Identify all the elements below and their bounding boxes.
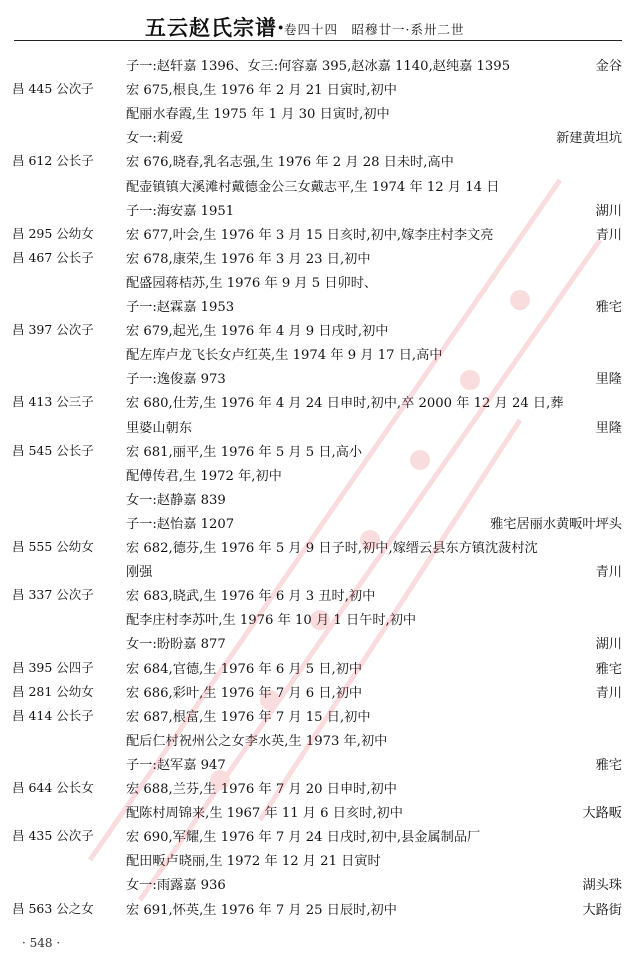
entry-line [0, 751, 635, 775]
entry-text: 配田畈卢晓丽,生 1972 年 12 月 21 日寅时 [126, 854, 381, 870]
residence-place: 湖头珠 [582, 878, 622, 894]
entry-line [0, 317, 635, 341]
entry-text: 子一:赵怡嘉 1207 [126, 516, 235, 532]
entry-line [0, 630, 635, 654]
residence-place: 湖川 [595, 637, 622, 653]
lineage-ref: 昌 435 公次子 [12, 828, 94, 844]
entry-line [0, 197, 635, 221]
entry-text: 配壶镇镇大溪滩村戴德金公三女戴志平,生 1974 年 12 月 14 日 [126, 179, 500, 195]
residence-place: 雅宅 [595, 661, 622, 677]
entry-text: 宏 686,彩叶,生 1976 年 7 月 6 日,初中 [126, 685, 363, 701]
entry-text: 宏 684,官德,生 1976 年 6 月 5 日,初中 [126, 661, 363, 677]
lineage-ref: 昌 467 公长子 [12, 249, 94, 265]
entry-line [0, 534, 635, 558]
residence-place: 里隆 [595, 420, 622, 436]
entry-text: 刚强 [126, 565, 153, 581]
entry-text: 宏 680,仕芳,生 1976 年 4 月 24 日申时,初中,卒 2000 年 12 月 24 日,葬 [126, 396, 564, 412]
entry-line [0, 245, 635, 269]
entry-text: 宏 691,怀英,生 1976 年 7 月 25 日辰时,初中 [126, 902, 397, 918]
entry-line [0, 148, 635, 172]
entry-line [0, 606, 635, 630]
entry-text: 宏 688,兰芬,生 1976 年 7 月 20 日申时,初中 [126, 782, 397, 797]
entry-text: 宏 683,晓武,生 1976 年 6 月 3 丑时,初中 [126, 589, 376, 605]
residence-place: 青川 [595, 565, 622, 581]
entry-text: 女一:莉爱 [126, 131, 184, 147]
lineage-ref: 昌 295 公幼女 [12, 225, 94, 241]
entry-line [0, 100, 635, 124]
entry-text: 配李庄村李苏叶,生 1976 年 10 月 1 日午时,初中 [126, 613, 417, 629]
entry-line [0, 486, 635, 510]
residence-place: 雅宅居丽水黄畈叶坪头 [490, 516, 622, 532]
entry-line [0, 727, 635, 751]
entry-text: 子一:赵霖嘉 1953 [126, 300, 235, 315]
residence-place: 雅宅 [595, 757, 622, 773]
entry-text: 宏 682,德芬,生 1976 年 5 月 9 日子时,初中,嫁缙云县东方镇沈菠村沈 [126, 541, 538, 556]
entry-line [0, 414, 635, 438]
entry-line [0, 823, 635, 847]
entry-line [0, 847, 635, 871]
entry-line [0, 438, 635, 462]
entry-text: 宏 681,丽平,生 1976 年 5 月 5 日,高小 [126, 444, 363, 460]
lineage-ref: 昌 395 公四子 [12, 659, 94, 675]
entry-text: 女一:雨露嘉 936 [126, 878, 226, 894]
entry-text: 配傅传君,生 1972 年,初中 [126, 468, 282, 484]
entry-line [0, 775, 635, 799]
residence-place: 青川 [595, 227, 622, 243]
entry-line [0, 679, 635, 703]
entry-text: 配丽水春霞,生 1975 年 1 月 30 日寅时,初中 [126, 107, 390, 123]
entry-line [0, 124, 635, 148]
entry-line [0, 76, 635, 100]
entry-line [0, 799, 635, 823]
entry-line [0, 389, 635, 413]
lineage-ref: 昌 563 公之女 [12, 900, 94, 916]
lineage-ref: 昌 612 公长子 [12, 153, 94, 169]
lineage-ref: 昌 397 公次子 [12, 322, 94, 338]
entry-text: 子一:赵轩嘉 1396、女三:何容嘉 395,赵冰嘉 1140,赵纯嘉 1395 [126, 59, 511, 74]
residence-place: 里隆 [595, 372, 622, 388]
page-header [14, 6, 622, 41]
entry-line [0, 703, 635, 727]
entry-line [0, 269, 635, 293]
entry-line [0, 896, 635, 920]
entry-text: 宏 678,康荣,生 1976 年 3 月 23 日,初中 [126, 251, 371, 267]
volume-subtitle: 卷四十四 昭穆廿一·系卅二世 [284, 22, 465, 37]
entry-text: 宏 677,叶会,生 1976 年 3 月 15 日亥时,初中,嫁李庄村李文亮 [126, 227, 494, 243]
entry-text: 子一:逸俊嘉 973 [126, 372, 226, 388]
lineage-ref: 昌 545 公长子 [12, 442, 94, 458]
entry-line [0, 52, 635, 76]
lineage-ref: 昌 644 公长女 [12, 780, 94, 795]
entry-text: 配盛园蒋桔苏,生 1976 年 9 月 5 日卯时、 [126, 275, 378, 291]
entry-text: 女一:赵静嘉 839 [126, 492, 226, 508]
residence-place: 湖川 [595, 203, 622, 219]
lineage-ref: 昌 555 公幼女 [12, 539, 94, 554]
entry-text: 宏 679,起光,生 1976 年 4 月 9 日戌时,初中 [126, 324, 389, 340]
residence-place: 金谷 [595, 59, 622, 74]
entry-text: 宏 676,晓春,乳名志强,生 1976 年 2 月 28 日未时,高中 [126, 155, 454, 171]
book-title: 五云赵氏宗谱· [145, 15, 286, 40]
lineage-ref: 昌 413 公三子 [12, 394, 94, 410]
lineage-ref: 昌 414 公长子 [12, 707, 94, 723]
entry-line [0, 871, 635, 895]
entry-text: 配后仁村祝州公之女李水英,生 1973 年,初中 [126, 733, 388, 749]
entry-line [0, 462, 635, 486]
entry-line [0, 510, 635, 534]
residence-place: 雅宅 [595, 300, 622, 315]
entry-text: 子一:赵军嘉 947 [126, 757, 226, 773]
residence-place: 青川 [595, 685, 622, 701]
lineage-ref: 昌 337 公次子 [12, 587, 94, 603]
entry-line [0, 221, 635, 245]
lineage-ref: 昌 281 公幼女 [12, 683, 94, 699]
residence-place: 大路畈 [582, 806, 622, 822]
residence-place: 大路街 [582, 902, 622, 918]
entry-text: 子一:海安嘉 1951 [126, 203, 235, 219]
page-number: · 548 · [22, 936, 61, 950]
entry-text: 宏 690,军耀,生 1976 年 7 月 24 日戌时,初中,县金属制品厂 [126, 830, 481, 846]
entry-text: 宏 675,根良,生 1976 年 2 月 21 日寅时,初中 [126, 83, 397, 99]
entry-line [0, 365, 635, 389]
entry-line [0, 341, 635, 365]
entry-line [0, 558, 635, 582]
residence-place: 新建黄坦坑 [556, 131, 622, 147]
entry-text: 配左库卢龙飞长女卢红英,生 1974 年 9 月 17 日,高中 [126, 348, 443, 364]
entry-line [0, 293, 635, 317]
entry-text: 配陈村周锦来,生 1967 年 11 月 6 日亥时,初中 [126, 806, 403, 822]
entry-text: 宏 687,根富,生 1976 年 7 月 15 日,初中 [126, 709, 371, 725]
lineage-ref: 昌 445 公次子 [12, 81, 94, 97]
entry-text: 女一:盼盼嘉 877 [126, 637, 226, 653]
entry-line [0, 582, 635, 606]
entry-text: 里婆山朝东 [126, 420, 192, 436]
entry-line [0, 655, 635, 679]
entry-line [0, 173, 635, 197]
